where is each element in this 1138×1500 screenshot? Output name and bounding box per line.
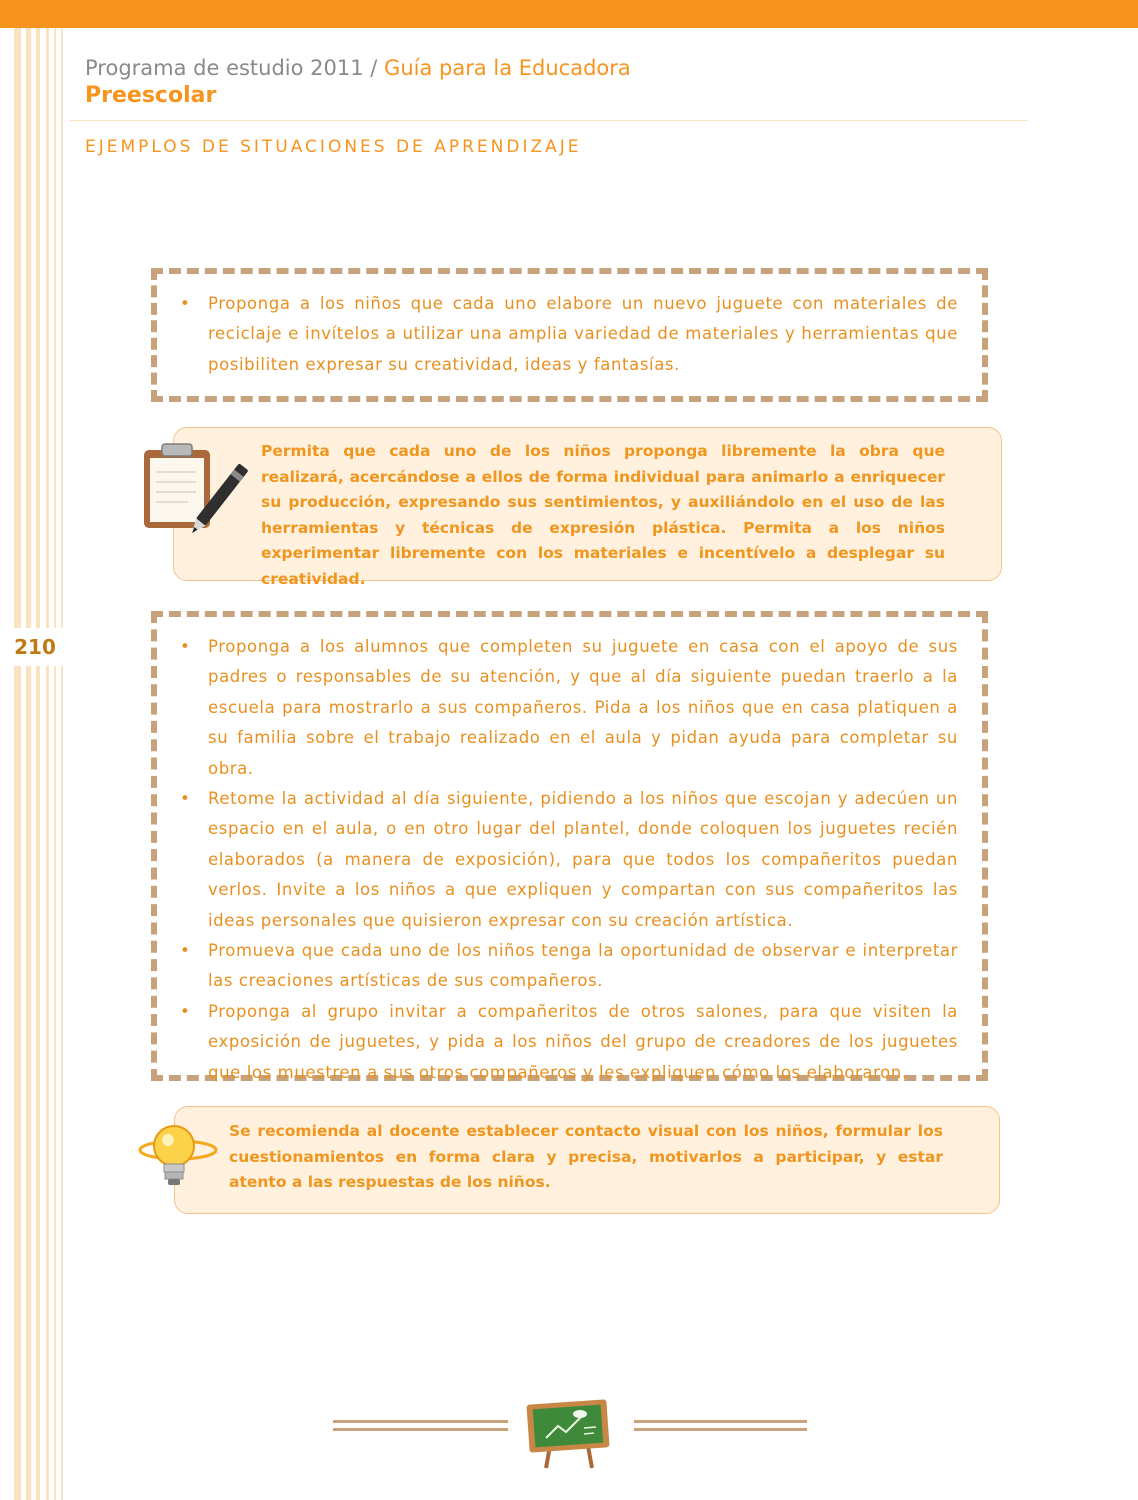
teacher-note-1-text: Permita que cada uno de los niños proponga libremente la obra que realizará, acercándose a ellos de forma individual para animarlo a enriquecer su producción, expresando sus sentimientos, y auxiliándolo en el uso de las herramientas y técnicas de expresión plástica. Permita a los niños experimentar libremente con los materiales e incentívelo a desplegar su creatividad. — [261, 442, 945, 588]
list-item: • Proponga a los alumnos que completen su juguete en casa con el apoyo de sus padres o responsables de su atención, y que al día siguiente puedan traerlo a la escuela para mostrarlo a sus compañeros. Pida a los niños que en casa platiquen a su familia sobre el trabajo realizado en el aula y pidan ayuda para completar su obra. — [158, 632, 958, 784]
chalkboard-icon — [524, 1396, 612, 1470]
list-item: • Retome la actividad al día siguiente, pidiendo a los niños que escojan y adecúen un espacio en el aula, o en otro lugar del plantel, donde coloquen los juguetes recién elaborados (a manera de exposición), para que todos los compañeritos puedan verlos. Invite a los niños a que expliquen y compartan con sus compañeritos las ideas personales que quisieron expresar con su creación artística. — [158, 784, 958, 936]
list-item: • Proponga a los niños que cada uno elabore un nuevo juguete con materiales de reciclaje e invítelos a utilizar una amplia variedad de materiales y herramientas que posibiliten expresar su creatividad, ideas y fantasías. — [158, 289, 958, 380]
header-divider — [70, 120, 1028, 121]
list-item: • Proponga al grupo invitar a compañeritos de otros salones, para que visiten la exposición de juguetes, y pida a los niños del grupo de creadores de los juguetes que los muestren a sus otros compañeros y les expliquen cómo los elaboraron. — [158, 997, 958, 1088]
margin-stripe — [26, 28, 31, 1500]
margin-stripe — [61, 28, 63, 1500]
footer-rule-right — [634, 1420, 807, 1434]
activity-list-2 — [158, 632, 958, 1088]
list-item: • Promueva que cada uno de los niños tenga la oportunidad de observar e interpretar las creaciones artísticas de sus compañeros. — [158, 936, 958, 997]
header-level: Preescolar — [85, 83, 217, 108]
teacher-note-2-text: Se recomienda al docente establecer contacto visual con los niños, formular los cuestionamientos en forma clara y precisa, motivarlos a participar, y estar atento a las respuestas de los niños. — [229, 1122, 943, 1191]
activity-list-1 — [158, 289, 958, 380]
header-program — [85, 56, 631, 80]
guide-label: Guía para la Educadora — [384, 56, 631, 80]
margin-stripe — [54, 28, 56, 1500]
margin-stripe — [14, 28, 21, 1500]
footer-rule-left — [333, 1420, 508, 1434]
page-number: 210 — [0, 628, 70, 666]
top-bar — [0, 0, 1138, 28]
lightbulb-icon — [138, 1120, 218, 1200]
clipboard-pencil-icon — [138, 440, 250, 546]
margin-stripe — [46, 28, 49, 1500]
section-title: EJEMPLOS DE SITUACIONES DE APRENDIZAJE — [85, 137, 582, 157]
margin-stripe — [36, 28, 40, 1500]
program-label: Programa de estudio 2011 / — [85, 56, 378, 80]
